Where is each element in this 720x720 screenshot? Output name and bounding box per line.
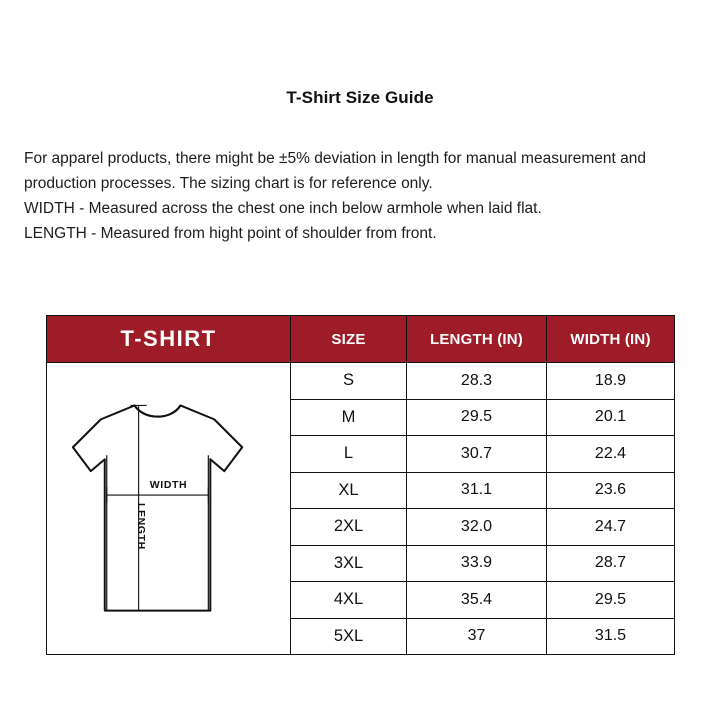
cell-width: 31.5 xyxy=(547,618,675,655)
cell-length: 28.3 xyxy=(407,363,547,400)
cell-size: 5XL xyxy=(291,618,407,655)
header-size: SIZE xyxy=(291,316,407,363)
tshirt-icon xyxy=(47,375,290,643)
tshirt-diagram-cell xyxy=(47,363,291,655)
cell-size: XL xyxy=(291,472,407,509)
header-width: WIDTH (IN) xyxy=(547,316,675,363)
table-header-row xyxy=(47,316,675,363)
cell-size: M xyxy=(291,399,407,436)
intro-paragraph: For apparel products, there might be ±5% deviation in length for manual measurement and production processes. The sizing chart is for reference only. xyxy=(24,150,646,192)
cell-length: 33.9 xyxy=(407,545,547,582)
cell-length: 31.1 xyxy=(407,472,547,509)
cell-length: 35.4 xyxy=(407,582,547,619)
cell-size: 2XL xyxy=(291,509,407,546)
cell-length: 30.7 xyxy=(407,436,547,473)
tshirt-diagram xyxy=(47,375,290,643)
intro-text-block xyxy=(0,108,720,246)
cell-width: 29.5 xyxy=(547,582,675,619)
cell-length: 32.0 xyxy=(407,509,547,546)
cell-size: 3XL xyxy=(291,545,407,582)
cell-length: 29.5 xyxy=(407,399,547,436)
size-table xyxy=(46,315,675,655)
table-row xyxy=(47,363,675,400)
diagram-length-label: LENGTH xyxy=(135,502,147,550)
cell-size: S xyxy=(291,363,407,400)
size-table-container xyxy=(46,315,674,655)
diagram-width-label: WIDTH xyxy=(149,478,188,491)
cell-width: 20.1 xyxy=(547,399,675,436)
table-head xyxy=(47,316,675,363)
cell-width: 22.4 xyxy=(547,436,675,473)
header-length: LENGTH (IN) xyxy=(407,316,547,363)
cell-width: 28.7 xyxy=(547,545,675,582)
brand-header-cell: T-SHIRT xyxy=(47,316,291,363)
cell-width: 24.7 xyxy=(547,509,675,546)
length-note: LENGTH - Measured from hight point of shoulder from front. xyxy=(24,225,437,242)
page-title: T-Shirt Size Guide xyxy=(286,88,434,107)
width-note: WIDTH - Measured across the chest one inch below armhole when laid flat. xyxy=(24,200,542,217)
cell-size: 4XL xyxy=(291,582,407,619)
cell-size: L xyxy=(291,436,407,473)
cell-length: 37 xyxy=(407,618,547,655)
table-body xyxy=(47,363,675,655)
cell-width: 18.9 xyxy=(547,363,675,400)
cell-width: 23.6 xyxy=(547,472,675,509)
